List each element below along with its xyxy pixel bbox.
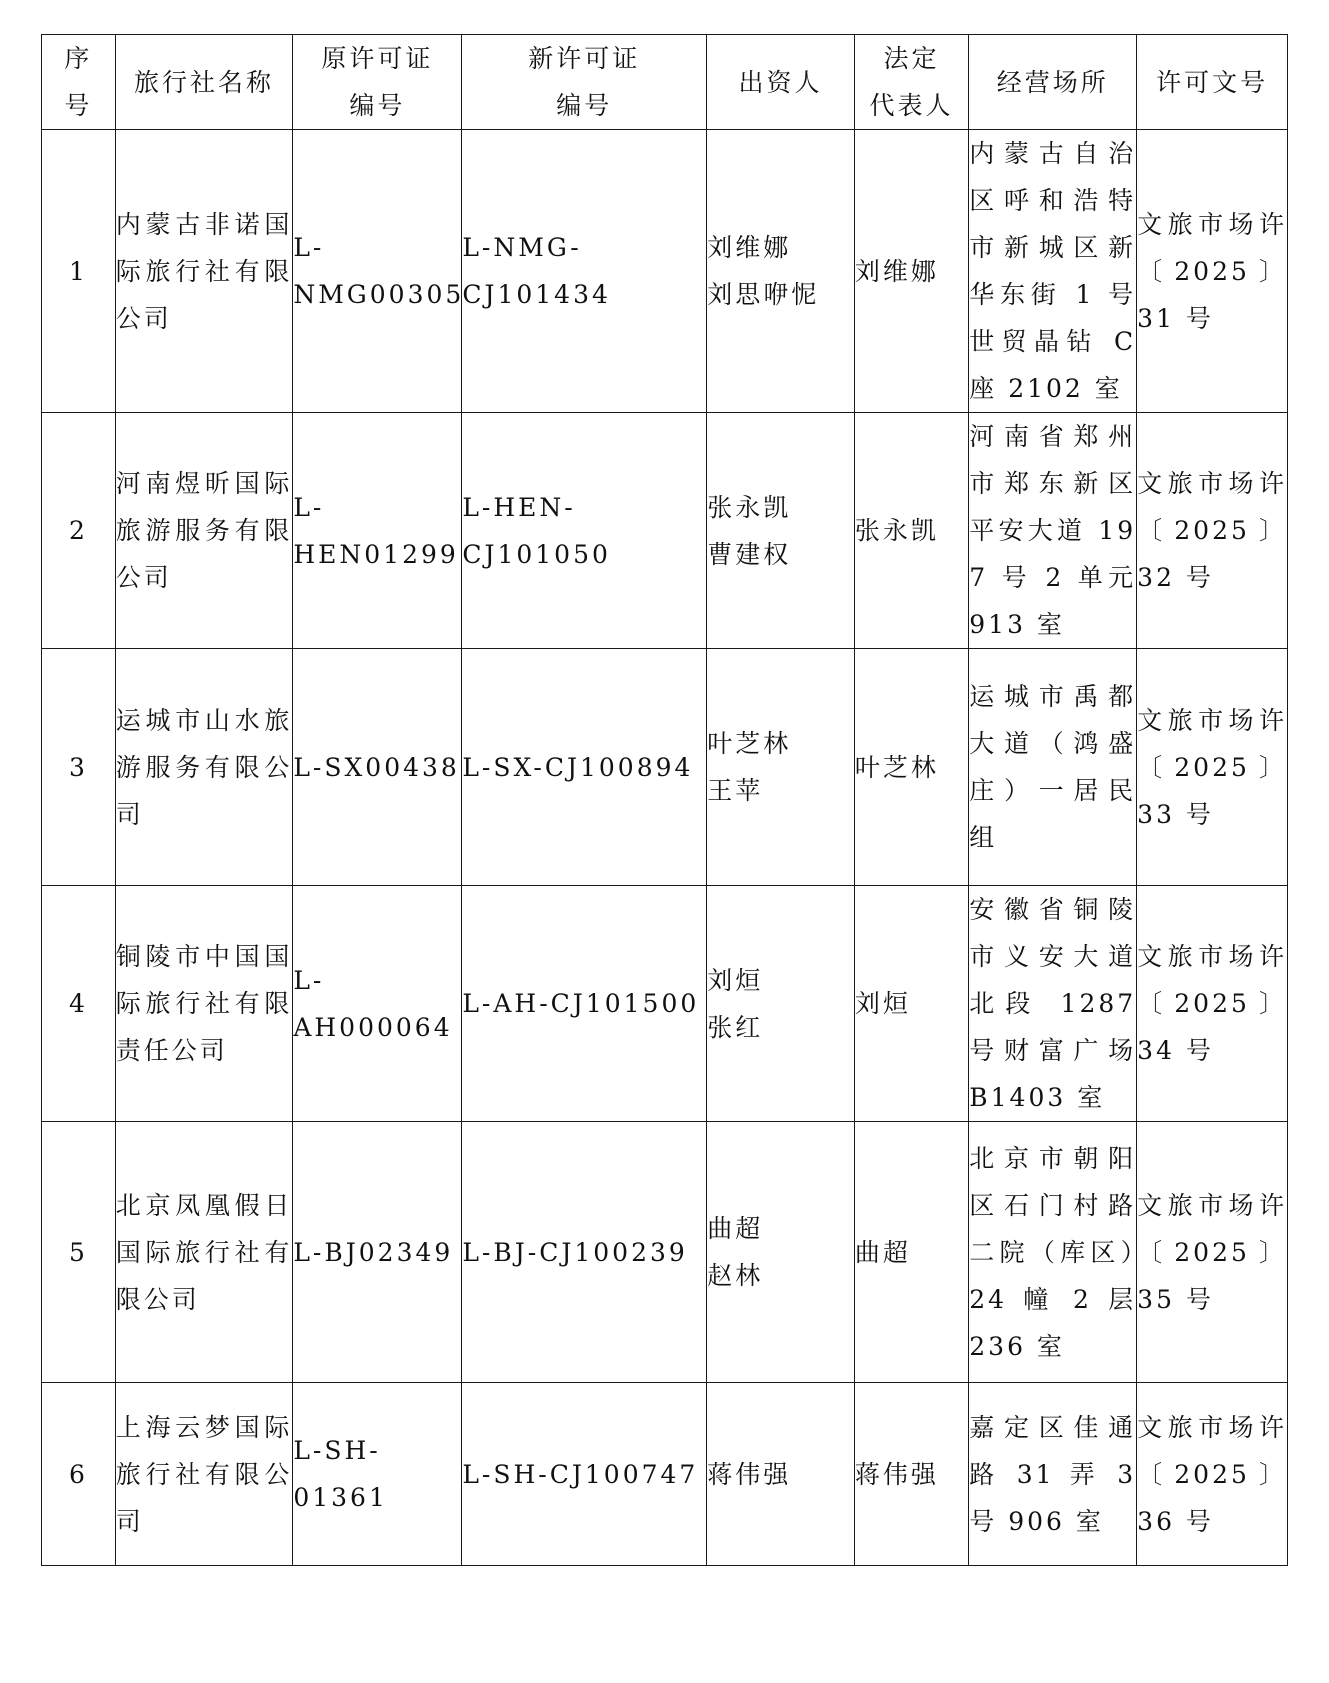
cell-permit-no: 文旅市场许〔2025〕35 号 xyxy=(1137,1122,1288,1383)
header-legal-rep-line-2: 代表人 xyxy=(869,91,954,120)
table-row xyxy=(42,1383,1288,1566)
cell-old-license: L-SX00438 xyxy=(293,649,462,886)
investor-name: 张永凯 xyxy=(707,492,792,522)
cell-agency-name: 上海云梦国际旅行社有限公司 xyxy=(115,1383,293,1566)
cell-legal-rep: 刘烜 xyxy=(854,886,968,1122)
cell-investors xyxy=(707,130,855,413)
cell-old-license: L-HEN01299 xyxy=(293,413,462,649)
cell-old-license: L-NMG00305 xyxy=(293,130,462,413)
investor-name: 刘维娜 xyxy=(707,233,792,262)
header-legal-rep-line-1: 法定 xyxy=(883,44,940,73)
cell-legal-rep: 刘维娜 xyxy=(854,130,968,413)
cell-address: 内蒙古自治区呼和浩特市新城区新华东街 1 号世贸晶钻 C 座 2102 室 xyxy=(969,130,1137,413)
cell-seq: 3 xyxy=(42,649,116,886)
cell-new-license: L-AH-CJ101500 xyxy=(462,886,707,1122)
header-seq-line-2: 号 xyxy=(64,91,93,120)
investor-name: 刘思咿怩 xyxy=(707,280,820,309)
cell-new-license: L-HEN-CJ101050 xyxy=(462,413,707,649)
cell-legal-rep: 蒋伟强 xyxy=(854,1383,968,1566)
cell-permit-no: 文旅市场许〔2025〕31 号 xyxy=(1137,130,1288,413)
investor-name: 叶芝林 xyxy=(707,729,792,758)
permit-table xyxy=(41,34,1288,1566)
cell-investors xyxy=(707,1383,855,1566)
cell-investors xyxy=(707,413,855,649)
cell-seq: 1 xyxy=(42,130,116,413)
cell-permit-no: 文旅市场许〔2025〕36 号 xyxy=(1137,1383,1288,1566)
table-row xyxy=(42,413,1288,649)
investor-name: 张红 xyxy=(707,1012,764,1042)
table-row xyxy=(42,130,1288,413)
investor-name: 王苹 xyxy=(707,776,764,805)
cell-permit-no: 文旅市场许〔2025〕34 号 xyxy=(1137,886,1288,1122)
cell-legal-rep: 张永凯 xyxy=(854,413,968,649)
header-seq-line-1: 序 xyxy=(64,44,93,73)
cell-seq: 4 xyxy=(42,886,116,1122)
header-name: 旅行社名称 xyxy=(115,35,293,130)
cell-old-license: L-BJ02349 xyxy=(293,1122,462,1383)
cell-permit-no: 文旅市场许〔2025〕33 号 xyxy=(1137,649,1288,886)
investor-name: 曹建权 xyxy=(707,539,792,569)
investor-name: 刘烜 xyxy=(707,965,764,995)
cell-new-license: L-SH-CJ100747 xyxy=(462,1383,707,1566)
header-old-license-line-1: 原许可证 xyxy=(321,44,434,73)
cell-address: 安徽省铜陵市义安大道北段 1287 号财富广场 B1403 室 xyxy=(969,886,1137,1122)
cell-seq: 5 xyxy=(42,1122,116,1383)
cell-new-license: L-BJ-CJ100239 xyxy=(462,1122,707,1383)
cell-investors xyxy=(707,886,855,1122)
header-old-license-line-2: 编号 xyxy=(349,91,406,120)
cell-investors xyxy=(707,649,855,886)
cell-old-license: L-SH-01361 xyxy=(293,1383,462,1566)
cell-address: 嘉定区佳通路 31 弄 3 号 906 室 xyxy=(969,1383,1137,1566)
table-row xyxy=(42,649,1288,886)
cell-permit-no: 文旅市场许〔2025〕32 号 xyxy=(1137,413,1288,649)
header-old-license xyxy=(293,35,462,130)
header-address: 经营场所 xyxy=(969,35,1137,130)
header-new-license xyxy=(462,35,707,130)
cell-investors xyxy=(707,1122,855,1383)
header-investors: 出资人 xyxy=(707,35,855,130)
header-legal-rep xyxy=(854,35,968,130)
investor-name: 蒋伟强 xyxy=(707,1459,792,1489)
header-permit-no: 许可文号 xyxy=(1137,35,1288,130)
header-row xyxy=(42,35,1288,130)
cell-agency-name: 河南煜昕国际旅游服务有限公司 xyxy=(115,413,293,649)
cell-address: 北京市朝阳区石门村路二院（库区）24 幢 2 层 236 室 xyxy=(969,1122,1137,1383)
cell-agency-name: 北京凤凰假日国际旅行社有限公司 xyxy=(115,1122,293,1383)
investor-name: 曲超 xyxy=(707,1214,764,1243)
header-seq xyxy=(42,35,116,130)
cell-new-license: L-NMG-CJ101434 xyxy=(462,130,707,413)
cell-address: 运城市禹都大道（鸿盛庄）一居民组 xyxy=(969,649,1137,886)
cell-seq: 6 xyxy=(42,1383,116,1566)
cell-address: 河南省郑州市郑东新区平安大道 197 号 2 单元 913 室 xyxy=(969,413,1137,649)
table-row xyxy=(42,886,1288,1122)
cell-legal-rep: 叶芝林 xyxy=(854,649,968,886)
header-new-license-line-2: 编号 xyxy=(556,91,613,120)
investor-name: 赵林 xyxy=(707,1261,764,1290)
cell-seq: 2 xyxy=(42,413,116,649)
table-row xyxy=(42,1122,1288,1383)
cell-old-license: L-AH000064 xyxy=(293,886,462,1122)
header-new-license-line-1: 新许可证 xyxy=(528,44,641,73)
cell-agency-name: 内蒙古非诺国际旅行社有限公司 xyxy=(115,130,293,413)
cell-legal-rep: 曲超 xyxy=(854,1122,968,1383)
cell-agency-name: 铜陵市中国国际旅行社有限责任公司 xyxy=(115,886,293,1122)
cell-agency-name: 运城市山水旅游服务有限公司 xyxy=(115,649,293,886)
cell-new-license: L-SX-CJ100894 xyxy=(462,649,707,886)
